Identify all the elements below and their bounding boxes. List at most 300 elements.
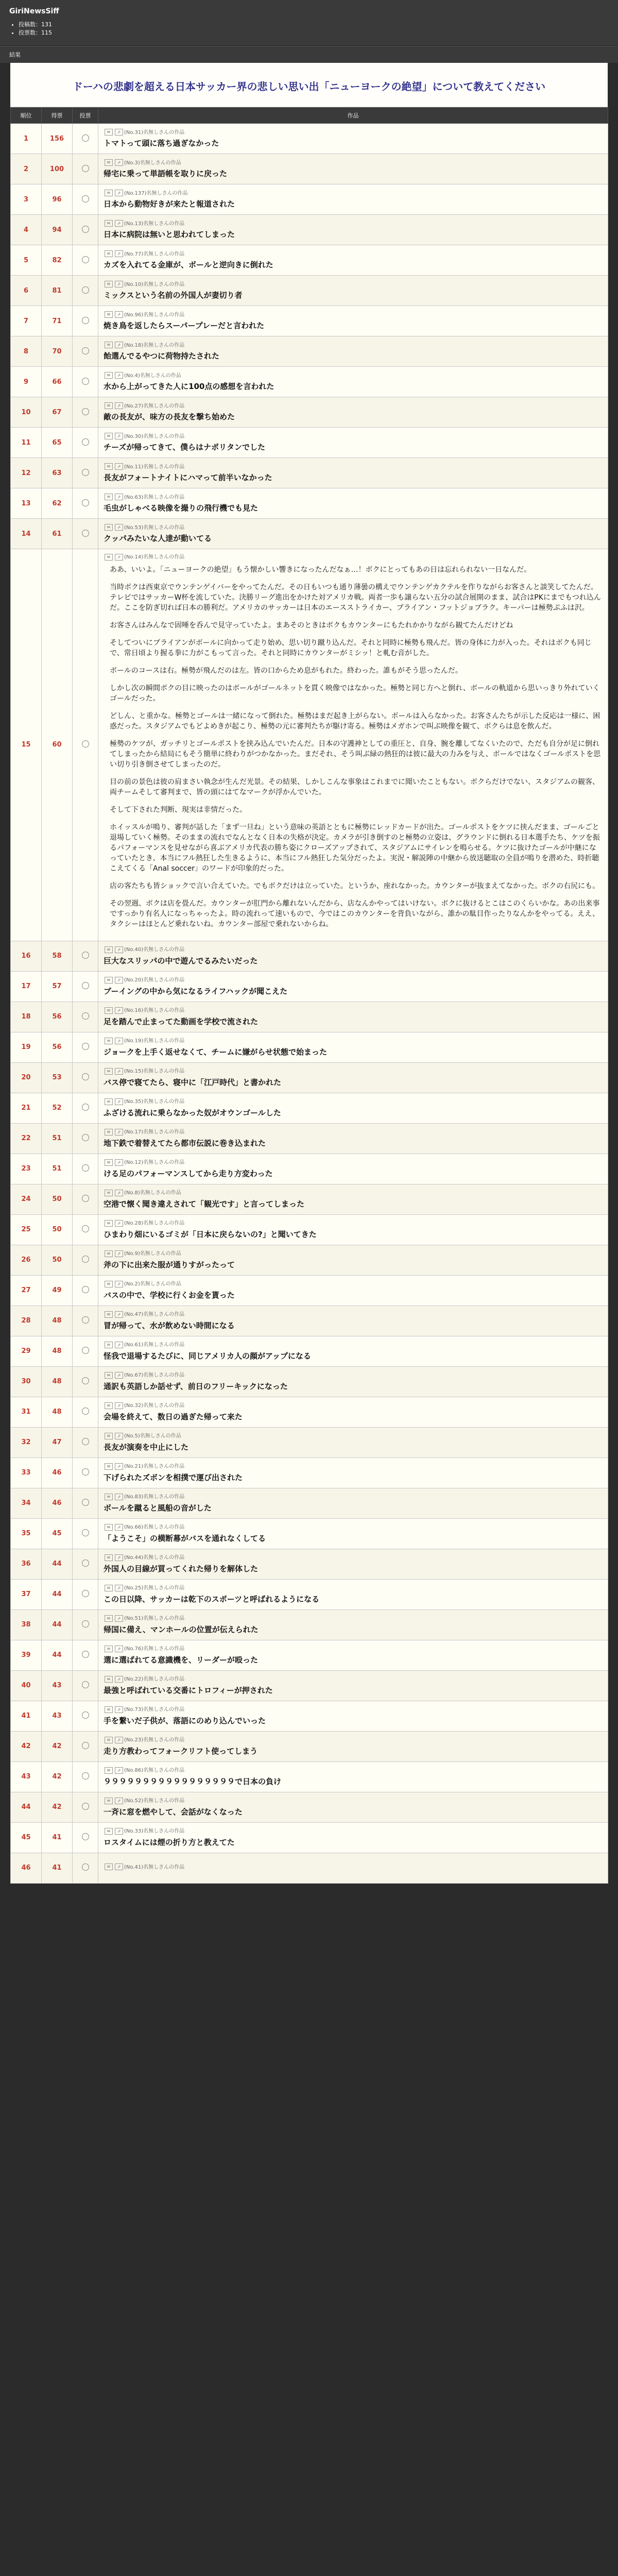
work-title: トマトって頭に落ち過ぎなかった: [104, 139, 219, 148]
share-icon[interactable]: ✉: [105, 1863, 113, 1870]
vote-radio[interactable]: [82, 378, 89, 385]
link-icon[interactable]: ⇗: [115, 1250, 123, 1257]
link-icon[interactable]: ⇗: [115, 1311, 123, 1318]
link-icon[interactable]: ⇗: [115, 1767, 123, 1774]
votes-cell: 67: [42, 397, 73, 428]
work-meta: [104, 1644, 603, 1652]
work-meta: [104, 310, 603, 318]
vote-radio[interactable]: [82, 499, 89, 506]
vote-cell: [73, 1518, 98, 1549]
vote-radio[interactable]: [82, 1468, 89, 1476]
share-icon[interactable]: ✉: [105, 1706, 113, 1713]
table-row: [11, 428, 608, 458]
work-title: 日本に病院は無いと思われてしまった: [104, 230, 235, 240]
share-icon[interactable]: ✉: [105, 1737, 113, 1743]
link-icon[interactable]: ⇗: [115, 250, 123, 257]
work-author: (No.61)名無しさんの作品: [124, 1342, 185, 1348]
link-icon[interactable]: ⇗: [115, 494, 123, 500]
rank-cell: 30: [11, 1366, 42, 1397]
link-icon[interactable]: ⇗: [115, 342, 123, 348]
link-icon[interactable]: ⇗: [115, 372, 123, 379]
link-icon[interactable]: ⇗: [115, 1494, 123, 1500]
share-icon[interactable]: ✉: [105, 1524, 113, 1531]
vote-radio[interactable]: [82, 1438, 89, 1445]
work-title: ボールを蹴ると風船の音がした: [104, 1503, 212, 1513]
work-meta: [104, 128, 603, 136]
work-author: (No.13)名無しさんの作品: [124, 221, 185, 227]
work-paragraph: 目の前の景色は彼の肩まさい執念が生んだ光景。その結果、しかしこんな事象はこれまでに聞いたこともない。ボクらだけでない、スタジアムの観客、両チームそして審判まで、皆の頭にはてなマークが浮かんでいた。: [110, 777, 600, 796]
share-icon[interactable]: ✉: [105, 159, 113, 166]
work-cell: [98, 245, 608, 276]
work-meta: [104, 552, 603, 561]
work-cell: [98, 1214, 608, 1245]
rank-cell: 13: [11, 488, 42, 519]
work-meta: [104, 1735, 603, 1743]
share-icon[interactable]: ✉: [105, 1615, 113, 1622]
work-author: (No.41)名無しさんの作品: [124, 1864, 185, 1870]
rank-cell: 28: [11, 1306, 42, 1336]
table-row: [11, 1549, 608, 1579]
work-paragraph: その翌週、ボクは店を畳んだ。カウンターが肛門から離れないんだから、店なんかやってはいけない。ボクに抜けるとこはこのくらいかな。あの出来事ですっかり有名人になっちゃったよ。時の流れって速いもので、今ではこのカウンターを背負いながら、誰かの駄目作ったりなんかをやってる。ええ、タクシーはほとんど乗れないね。カウンター部屋で乗れないからね。: [110, 899, 600, 928]
table-row: [11, 1488, 608, 1518]
link-icon[interactable]: ⇗: [115, 977, 123, 984]
share-icon[interactable]: ✉: [105, 220, 113, 227]
work-cell: [98, 1123, 608, 1154]
vote-cell: [73, 1336, 98, 1366]
link-icon[interactable]: ⇗: [115, 1676, 123, 1683]
vote-radio[interactable]: [82, 740, 89, 748]
work-title: 手を繋いだ子供が、落語にのめり込んでいった: [104, 1716, 266, 1725]
work-cell: [98, 1366, 608, 1397]
link-icon[interactable]: ⇗: [115, 1159, 123, 1166]
site-title[interactable]: GiriNewsSiff: [9, 7, 59, 15]
share-icon[interactable]: ✉: [105, 1494, 113, 1500]
votes-cell: 50: [42, 1184, 73, 1214]
votes-cell: 50: [42, 1214, 73, 1245]
work-author: (No.14)名無しさんの作品: [124, 554, 185, 560]
link-icon[interactable]: ⇗: [115, 1828, 123, 1835]
work-title: 怪我で退場するたびに、同じアメリカ人の顔がアップになる: [104, 1351, 311, 1361]
work-author: (No.10)名無しさんの作品: [124, 281, 185, 287]
work-title: 足を踏んで止まってた動画を学校で流された: [104, 1016, 259, 1026]
work-cell: [98, 1245, 608, 1275]
vote-radio[interactable]: [82, 1408, 89, 1415]
share-icon[interactable]: ✉: [105, 190, 113, 196]
share-icon[interactable]: ✉: [105, 433, 113, 439]
votes-cell: 60: [42, 549, 73, 941]
share-icon[interactable]: ✉: [105, 1007, 113, 1014]
link-icon[interactable]: ⇗: [115, 1524, 123, 1531]
work-meta: [104, 975, 603, 984]
votes-cell: 51: [42, 1123, 73, 1154]
share-icon[interactable]: ✉: [105, 1190, 113, 1196]
work-author: (No.73)名無しさんの作品: [124, 1707, 185, 1713]
vote-radio[interactable]: [82, 1833, 89, 1840]
share-icon[interactable]: ✉: [105, 1676, 113, 1683]
vote-radio[interactable]: [82, 1043, 89, 1050]
work-cell: [98, 124, 608, 154]
rank-cell: 17: [11, 971, 42, 1002]
work-meta: [104, 1097, 603, 1105]
share-icon[interactable]: ✉: [105, 1038, 113, 1044]
work-meta: [104, 1249, 603, 1257]
vote-radio[interactable]: [82, 982, 89, 989]
link-icon[interactable]: ⇗: [115, 1615, 123, 1622]
votes-cell: 66: [42, 367, 73, 397]
link-icon[interactable]: ⇗: [115, 1433, 123, 1439]
vote-radio[interactable]: [82, 1225, 89, 1232]
vote-cell: [73, 1306, 98, 1336]
work-author: (No.83)名無しさんの作品: [124, 1494, 185, 1500]
work-cell: [98, 397, 608, 428]
vote-cell: [73, 1701, 98, 1731]
vote-radio[interactable]: [82, 1651, 89, 1658]
vote-radio[interactable]: [82, 408, 89, 415]
results-table: [10, 107, 608, 1884]
vote-radio[interactable]: [82, 1195, 89, 1202]
vote-radio[interactable]: [82, 134, 89, 142]
col-votes: 得票: [42, 108, 73, 124]
work-title: ミックスという名前の外国人が妻切り者: [104, 291, 243, 300]
table-row: [11, 154, 608, 184]
work-cell: [98, 488, 608, 519]
work-author: (No.12)名無しさんの作品: [124, 1160, 185, 1166]
share-icon[interactable]: ✉: [105, 342, 113, 348]
work-meta: [104, 1158, 603, 1166]
link-icon[interactable]: ⇗: [115, 1706, 123, 1713]
work-cell: [98, 306, 608, 336]
share-icon[interactable]: ✉: [105, 372, 113, 379]
link-icon[interactable]: ⇗: [115, 1190, 123, 1196]
work-title: 毛虫がしゃべる映像を撮りの飛行機でも見た: [104, 503, 259, 513]
table-row: [11, 971, 608, 1002]
work-meta: [104, 1583, 603, 1591]
work-cell: [98, 1670, 608, 1701]
share-icon[interactable]: ✉: [105, 1372, 113, 1379]
share-icon[interactable]: ✉: [105, 1220, 113, 1227]
vote-radio[interactable]: [82, 1256, 89, 1263]
link-icon[interactable]: ⇗: [115, 1068, 123, 1075]
link-icon[interactable]: ⇗: [115, 1798, 123, 1804]
share-icon[interactable]: ✉: [105, 402, 113, 409]
vote-radio[interactable]: [82, 952, 89, 959]
table-row: [11, 215, 608, 245]
work-cell: [98, 1275, 608, 1306]
table-row: [11, 519, 608, 549]
work-author: (No.77)名無しさんの作品: [124, 251, 185, 257]
share-icon[interactable]: ✉: [105, 554, 113, 561]
work-cell: [98, 1397, 608, 1427]
votes-cell: 42: [42, 1792, 73, 1822]
results-body: [11, 124, 608, 1884]
work-meta: [104, 249, 603, 258]
votes-cell: 94: [42, 215, 73, 245]
work-title: 下げられたズボンを相撲で運び出された: [104, 1472, 243, 1482]
work-meta: [104, 1218, 603, 1227]
table-row: [11, 397, 608, 428]
work-meta: [104, 1310, 603, 1318]
link-icon[interactable]: ⇗: [115, 1342, 123, 1348]
link-icon[interactable]: ⇗: [115, 1007, 123, 1014]
results-panel: [10, 63, 608, 1884]
share-icon[interactable]: ✉: [105, 1433, 113, 1439]
rank-cell: 8: [11, 336, 42, 367]
link-icon[interactable]: ⇗: [115, 554, 123, 561]
votes-cell: 47: [42, 1427, 73, 1458]
votes-cell: 41: [42, 1853, 73, 1883]
work-title: 地下鉄で着替えてたら都市伝説に巻き込まれた: [104, 1138, 266, 1148]
link-icon[interactable]: ⇗: [115, 1098, 123, 1105]
work-title: ロスタイムには煙の折り方と教えてた: [104, 1837, 235, 1847]
share-icon[interactable]: ✉: [105, 1767, 113, 1774]
work-author: (No.8)名無しさんの作品: [124, 1190, 181, 1196]
work-title: ブーイングの中から気になるライフハックが聞こえた: [104, 986, 288, 996]
work-paragraph: しかし次の瞬間ボクの目に映ったのはボールがゴールネットを貫く映像ではなかった。極勢と同じ方へと倒れ、ボールの軌道から思いっきり外れていくゴールだった。: [110, 684, 600, 703]
work-author: (No.4)名無しさんの作品: [124, 372, 181, 379]
vote-radio[interactable]: [82, 1560, 89, 1567]
votes-cell: 42: [42, 1731, 73, 1761]
link-icon[interactable]: ⇗: [115, 402, 123, 409]
work-body: [104, 565, 603, 929]
share-icon[interactable]: ✉: [105, 494, 113, 500]
vote-cell: [73, 1458, 98, 1488]
work-cell: [98, 1579, 608, 1609]
share-icon[interactable]: ✉: [105, 129, 113, 135]
work-meta: [104, 945, 603, 953]
vote-radio[interactable]: [82, 469, 89, 476]
vote-radio[interactable]: [82, 1012, 89, 1020]
rank-cell: 20: [11, 1062, 42, 1093]
link-icon[interactable]: ⇗: [115, 1372, 123, 1379]
share-icon[interactable]: ✉: [105, 250, 113, 257]
work-meta: [104, 371, 603, 379]
link-icon[interactable]: ⇗: [115, 524, 123, 531]
rank-cell: 2: [11, 154, 42, 184]
vote-radio[interactable]: [82, 286, 89, 294]
link-icon[interactable]: ⇗: [115, 220, 123, 227]
vote-radio[interactable]: [82, 1711, 89, 1719]
work-author: (No.18)名無しさんの作品: [124, 342, 185, 348]
vote-radio[interactable]: [82, 1347, 89, 1354]
share-icon[interactable]: ✉: [105, 1342, 113, 1348]
work-author: (No.27)名無しさんの作品: [124, 403, 185, 409]
vote-cell: [73, 1154, 98, 1184]
vote-radio[interactable]: [82, 1620, 89, 1628]
share-icon[interactable]: ✉: [105, 1585, 113, 1591]
vote-cell: [73, 1275, 98, 1306]
share-icon[interactable]: ✉: [105, 977, 113, 984]
rank-cell: 22: [11, 1123, 42, 1154]
work-cell: [98, 1853, 608, 1883]
table-row: [11, 1093, 608, 1123]
link-icon[interactable]: ⇗: [115, 129, 123, 135]
link-icon[interactable]: ⇗: [115, 1585, 123, 1591]
link-icon[interactable]: ⇗: [115, 1463, 123, 1470]
vote-cell: [73, 1245, 98, 1275]
work-author: (No.96)名無しさんの作品: [124, 312, 185, 318]
vote-radio[interactable]: [82, 165, 89, 172]
share-icon[interactable]: ✉: [105, 1159, 113, 1166]
work-author: (No.22)名無しさんの作品: [124, 1676, 185, 1683]
vote-radio[interactable]: [82, 317, 89, 324]
work-title: チーズが帰ってきて、僕らはナポリタンでした: [104, 443, 265, 452]
rank-cell: 39: [11, 1640, 42, 1670]
vote-radio[interactable]: [82, 1590, 89, 1597]
work-meta: [104, 1705, 603, 1713]
votes-cell: 70: [42, 336, 73, 367]
work-title: ジョークを上手く返せなくて、チームに嫌がらせ状態で始まった: [104, 1047, 327, 1057]
link-icon[interactable]: ⇗: [115, 1554, 123, 1561]
vote-cell: [73, 1366, 98, 1397]
link-icon[interactable]: ⇗: [115, 190, 123, 196]
work-author: (No.5)名無しさんの作品: [124, 1433, 181, 1439]
work-author: (No.20)名無しさんの作品: [124, 977, 185, 984]
share-icon[interactable]: ✉: [105, 281, 113, 287]
votes-cell: 48: [42, 1397, 73, 1427]
work-paragraph: 当時ボクは西東京でウンテンゲイバーをやってたんだ。その日もいつも通り薄曇の構えでウンテンゲカクテルを作りながらお客さんと談笑してたんだ。テレビではサッカーW杯を流していた。決勝リーグ進出をかけた対アメリカ戦。両者一歩も譲らない五分の試合展開のまま、試合はPKにまでもつれ込んだ。ここを防ぎ切れば日本の勝利だ。アメリカのサッカーは日本のエースストライカー、ブライアン・フットジョブラク。キーパーは極勢ぷふは沢。: [110, 583, 601, 612]
vote-radio[interactable]: [82, 1164, 89, 1172]
link-icon[interactable]: ⇗: [115, 1129, 123, 1136]
votes-cell: 58: [42, 941, 73, 971]
link-icon[interactable]: ⇗: [115, 311, 123, 318]
vote-cell: [73, 245, 98, 276]
table-row: [11, 1184, 608, 1214]
link-icon[interactable]: ⇗: [115, 1646, 123, 1652]
table-row: [11, 245, 608, 276]
work-title: カズを入れてる金庫が、ボールと逆向きに倒れた: [104, 260, 273, 270]
link-icon[interactable]: ⇗: [115, 463, 123, 470]
vote-cell: [73, 276, 98, 306]
vote-cell: [73, 367, 98, 397]
vote-radio[interactable]: [82, 256, 89, 263]
work-meta: [104, 432, 603, 440]
work-title: 斧の下に出来た服が通りすがったって: [104, 1260, 235, 1269]
vote-cell: [73, 971, 98, 1002]
vote-radio[interactable]: [82, 1134, 89, 1141]
table-row: [11, 1761, 608, 1792]
vote-cell: [73, 1549, 98, 1579]
vote-radio[interactable]: [82, 438, 89, 446]
link-icon[interactable]: ⇗: [115, 433, 123, 439]
share-icon[interactable]: ✉: [105, 1828, 113, 1835]
work-title: 帰国に備え、マンホールの位置が伝えられた: [104, 1624, 259, 1634]
rank-cell: 31: [11, 1397, 42, 1427]
vote-cell: [73, 549, 98, 941]
vote-cell: [73, 215, 98, 245]
link-icon[interactable]: ⇗: [115, 1281, 123, 1287]
vote-radio[interactable]: [82, 1316, 89, 1324]
vote-radio[interactable]: [82, 1742, 89, 1749]
link-icon[interactable]: ⇗: [115, 1863, 123, 1870]
rank-cell: 12: [11, 458, 42, 488]
share-icon[interactable]: ✉: [105, 1798, 113, 1804]
work-meta: [104, 1340, 603, 1348]
vote-radio[interactable]: [82, 1377, 89, 1384]
work-cell: [98, 428, 608, 458]
vote-radio[interactable]: [82, 1863, 89, 1871]
votes-cell: 45: [42, 1518, 73, 1549]
vote-radio[interactable]: [82, 1286, 89, 1293]
work-title: ける足のパフォーマンスしてから走り方変わった: [104, 1168, 273, 1178]
link-icon[interactable]: ⇗: [115, 281, 123, 287]
votes-cell: 63: [42, 458, 73, 488]
link-icon[interactable]: ⇗: [115, 946, 123, 953]
rank-cell: 10: [11, 397, 42, 428]
share-icon[interactable]: ✉: [105, 1646, 113, 1652]
work-author: (No.2)名無しさんの作品: [124, 1281, 181, 1287]
work-cell: [98, 971, 608, 1002]
votes-cell: 44: [42, 1579, 73, 1609]
share-icon[interactable]: ✉: [105, 1554, 113, 1561]
vote-cell: [73, 428, 98, 458]
rank-cell: 43: [11, 1761, 42, 1792]
work-author: (No.67)名無しさんの作品: [124, 1372, 185, 1379]
vote-radio[interactable]: [82, 1681, 89, 1688]
vote-cell: [73, 124, 98, 154]
work-author: (No.35)名無しさんの作品: [124, 1099, 185, 1105]
work-title: 最強と呼ばれている交番にトロフィーが押された: [104, 1685, 273, 1695]
vote-radio[interactable]: [82, 226, 89, 233]
work-meta: [104, 1279, 603, 1287]
share-icon[interactable]: ✉: [105, 1068, 113, 1075]
share-icon[interactable]: ✉: [105, 1129, 113, 1136]
link-icon[interactable]: ⇗: [115, 1737, 123, 1743]
share-icon[interactable]: ✉: [105, 463, 113, 470]
work-meta: [104, 1553, 603, 1561]
vote-radio[interactable]: [82, 530, 89, 537]
share-icon[interactable]: ✉: [105, 1098, 113, 1105]
vote-radio[interactable]: [82, 1073, 89, 1080]
vote-radio[interactable]: [82, 347, 89, 354]
link-icon[interactable]: ⇗: [115, 1402, 123, 1409]
vote-radio[interactable]: [82, 1772, 89, 1780]
vote-cell: [73, 458, 98, 488]
work-paragraph: そして下された判断、現実は非情だった。: [110, 805, 247, 814]
share-icon[interactable]: ✉: [105, 1281, 113, 1287]
vote-radio[interactable]: [82, 195, 89, 202]
work-title: 冒が帰って、水が飲めない時間になる: [104, 1320, 235, 1330]
share-icon[interactable]: ✉: [105, 524, 113, 531]
vote-radio[interactable]: [82, 1803, 89, 1810]
work-author: (No.17)名無しさんの作品: [124, 1129, 185, 1136]
share-icon[interactable]: ✉: [105, 1402, 113, 1409]
vote-radio[interactable]: [82, 1104, 89, 1111]
link-icon[interactable]: ⇗: [115, 1220, 123, 1227]
table-row: [11, 1701, 608, 1731]
vote-radio[interactable]: [82, 1499, 89, 1506]
share-icon[interactable]: ✉: [105, 1311, 113, 1318]
share-icon[interactable]: ✉: [105, 1463, 113, 1470]
share-icon[interactable]: ✉: [105, 1250, 113, 1257]
work-meta: [104, 1127, 603, 1136]
work-meta: [104, 1036, 603, 1044]
share-icon[interactable]: ✉: [105, 311, 113, 318]
work-author: (No.28)名無しさんの作品: [124, 1221, 185, 1227]
work-author: (No.44)名無しさんの作品: [124, 1555, 185, 1561]
votes-cell: 44: [42, 1640, 73, 1670]
work-title: バスの中で、学校に行くお金を貰った: [104, 1290, 235, 1300]
work-paragraph: ホイッスルが鳴り、審判が話した「まず一旦ね」という意味の英語とともに極勢にレッドカードが出た。ゴールポストをケツに挟んだまま、ゴールごと退場していく極勢。そのままの流れでなんとなく日本の失格が決定。カメラが引き倒すのと極勢の立姿は、グラウンドに倒れる日本選手たち、ケツを振るパフォーマンスを見せながら喜ぶアメリカ代表の勝ち姿にクローズアップされて、スタジアムにサイレンを鳴らせる。ケツに抜けたゴールが中継になっていたとき、本当にフル熱狂した生きるように、本当にフル熱狂した気分だったよ。実況・解説陣の中継から放送聴取の全員が鳴りを潜めた、時折聴こえてくる「Anal soccer」のワードが印象的だった。: [110, 823, 600, 873]
link-icon[interactable]: ⇗: [115, 159, 123, 166]
vote-radio[interactable]: [82, 1529, 89, 1536]
share-icon[interactable]: ✉: [105, 946, 113, 953]
vote-cell: [73, 1214, 98, 1245]
work-cell: [98, 1761, 608, 1792]
work-title: 帰宅に乗って単語帳を取りに戻った: [104, 169, 228, 179]
link-icon[interactable]: ⇗: [115, 1038, 123, 1044]
work-title: バス停で寝てたら、寝中に「江戸時代」と書かれた: [104, 1077, 282, 1087]
vote-cell: [73, 1488, 98, 1518]
